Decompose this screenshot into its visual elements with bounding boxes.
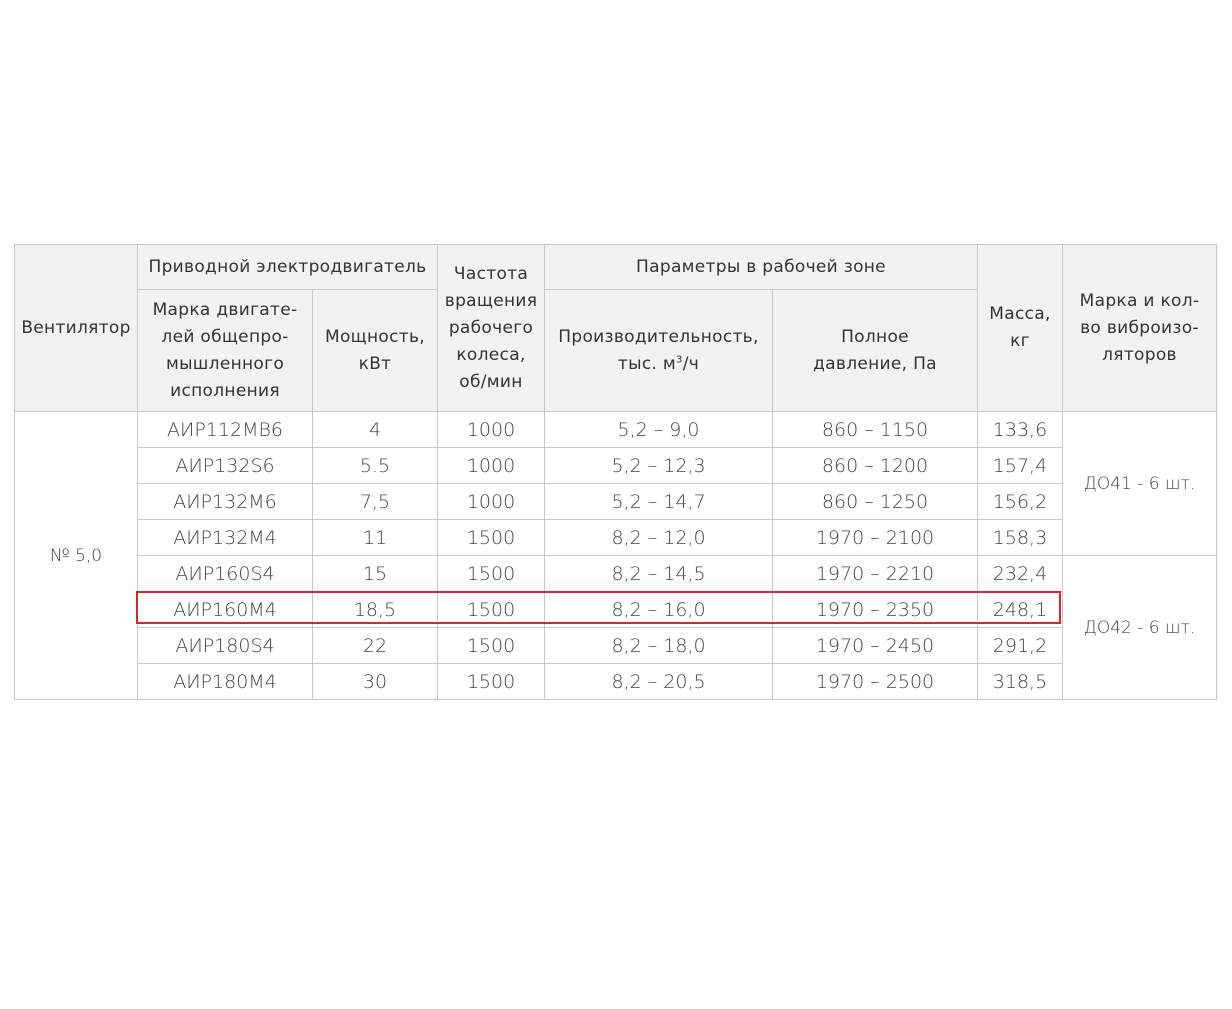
cell-speed: 1500 <box>438 556 545 592</box>
table-row <box>15 412 1217 448</box>
cell-mass: 158,3 <box>978 520 1063 556</box>
cell-mass: 248,1 <box>978 592 1063 628</box>
header-power: Мощность, кВт <box>313 290 438 412</box>
header-drive-motor: Приводной электродвигатель <box>138 245 438 290</box>
header-capacity-prefix: Производительность, тыс. м <box>558 326 759 374</box>
header-fan: Вентилятор <box>15 245 138 412</box>
motor-spec-table <box>14 244 1217 700</box>
cell-power: 11 <box>313 520 438 556</box>
cell-pressure: 1970 – 2450 <box>773 628 978 664</box>
cell-pressure: 1970 – 2210 <box>773 556 978 592</box>
header-mass: Масса, кг <box>978 245 1063 412</box>
header-total-pressure: Полное давление, Па <box>773 290 978 412</box>
header-work-zone-params: Параметры в рабочей зоне <box>545 245 978 290</box>
isolator-group-1: ДО41 - 6 шт. <box>1063 412 1217 556</box>
cell-motor: АИР132М4 <box>138 520 313 556</box>
header-capacity-suffix: /ч <box>682 353 700 374</box>
cell-capacity: 8,2 – 12,0 <box>545 520 773 556</box>
cell-capacity: 5,2 – 14,7 <box>545 484 773 520</box>
cell-mass: 291,2 <box>978 628 1063 664</box>
cell-motor: АИР112МВ6 <box>138 412 313 448</box>
header-vibro-isolators: Марка и кол-во виброизо-ляторов <box>1063 245 1217 412</box>
cell-speed: 1500 <box>438 628 545 664</box>
table-row <box>15 520 1217 556</box>
table-row <box>15 556 1217 592</box>
cell-capacity: 8,2 – 20,5 <box>545 664 773 700</box>
cell-mass: 156,2 <box>978 484 1063 520</box>
table-row <box>15 628 1217 664</box>
table-row <box>15 448 1217 484</box>
cell-speed: 1000 <box>438 412 545 448</box>
table-row-highlighted <box>15 592 1217 628</box>
cell-power: 18,5 <box>313 592 438 628</box>
cell-power: 4 <box>313 412 438 448</box>
cell-power: 22 <box>313 628 438 664</box>
cell-capacity: 8,2 – 16,0 <box>545 592 773 628</box>
cell-motor: АИР132S6 <box>138 448 313 484</box>
cell-mass: 133,6 <box>978 412 1063 448</box>
cell-speed: 1500 <box>438 520 545 556</box>
cell-motor: АИР180S4 <box>138 628 313 664</box>
header-capacity <box>545 290 773 412</box>
table-header <box>15 245 1217 412</box>
table-row <box>15 664 1217 700</box>
cell-speed: 1000 <box>438 448 545 484</box>
cell-pressure: 1970 – 2350 <box>773 592 978 628</box>
cell-speed: 1000 <box>438 484 545 520</box>
cell-motor: АИР180М4 <box>138 664 313 700</box>
cell-capacity: 8,2 – 18,0 <box>545 628 773 664</box>
cell-motor: АИР160М4 <box>138 592 313 628</box>
isolator-group-2: ДО42 - 6 шт. <box>1063 556 1217 700</box>
cell-pressure: 1970 – 2500 <box>773 664 978 700</box>
header-motor-brand: Марка двигате- лей общепро- мышленного исполнения <box>138 290 313 412</box>
cell-power: 7,5 <box>313 484 438 520</box>
cell-power: 5.5 <box>313 448 438 484</box>
table-body <box>15 412 1217 700</box>
fan-value: № 5,0 <box>15 412 138 700</box>
cell-pressure: 860 – 1200 <box>773 448 978 484</box>
table-row <box>15 484 1217 520</box>
cell-power: 15 <box>313 556 438 592</box>
cell-mass: 318,5 <box>978 664 1063 700</box>
cell-speed: 1500 <box>438 664 545 700</box>
cell-pressure: 860 – 1150 <box>773 412 978 448</box>
cell-capacity: 8,2 – 14,5 <box>545 556 773 592</box>
header-rotation-speed: Частота вращения рабочего колеса, об/мин <box>438 245 545 412</box>
cell-speed: 1500 <box>438 592 545 628</box>
cell-motor: АИР160S4 <box>138 556 313 592</box>
cell-mass: 232,4 <box>978 556 1063 592</box>
cell-capacity: 5,2 – 9,0 <box>545 412 773 448</box>
cell-capacity: 5,2 – 12,3 <box>545 448 773 484</box>
header-capacity-sup: 3 <box>676 353 683 365</box>
cell-pressure: 1970 – 2100 <box>773 520 978 556</box>
cell-mass: 157,4 <box>978 448 1063 484</box>
cell-pressure: 860 – 1250 <box>773 484 978 520</box>
cell-motor: АИР132М6 <box>138 484 313 520</box>
cell-power: 30 <box>313 664 438 700</box>
